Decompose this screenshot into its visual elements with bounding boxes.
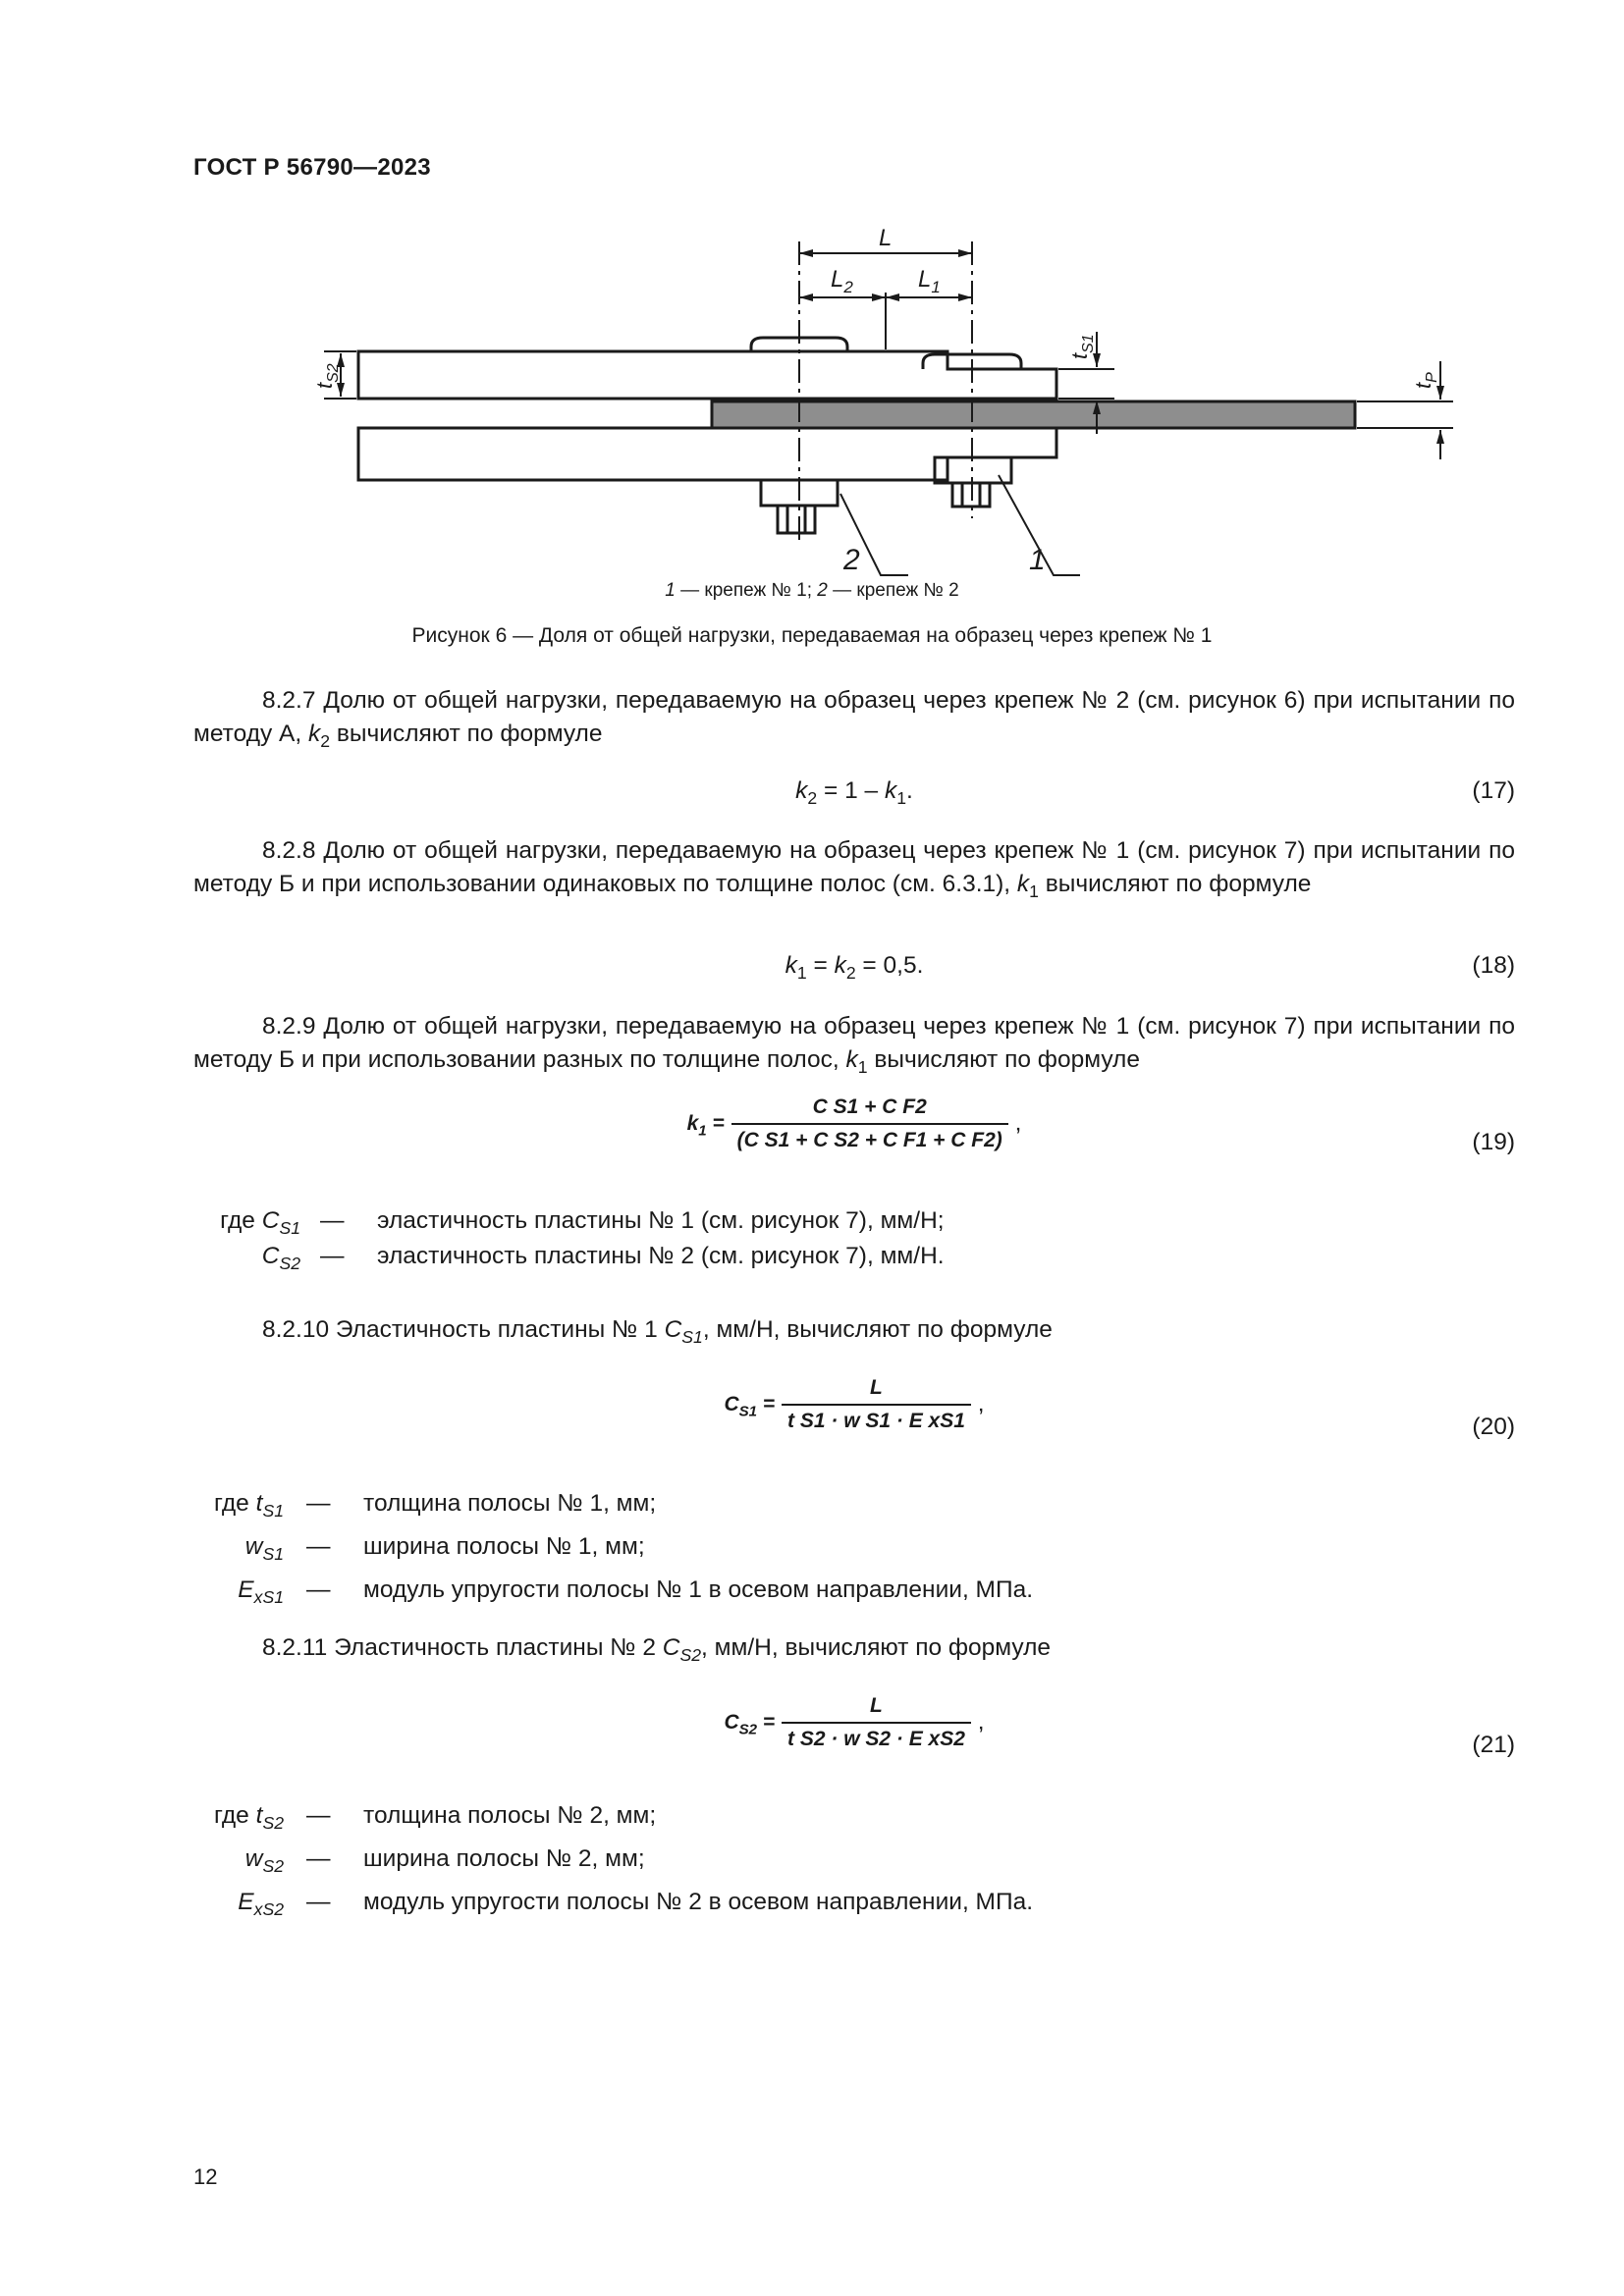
paragraph-8-2-8: 8.2.8 Долю от общей нагрузки, передаваемую на образец через крепеж № 1 (см. рисунок 7) при испытании по методу Б и при использовании одинаковых по толщине полос (см. 6.3.1), $k_1$ вычисляют по формуле xyxy=(193,837,1515,902)
label-L2: L xyxy=(831,266,844,293)
paragraph-8-2-11: 8.2.11 Эластичность пластины № 2 $C_{S2}$, мм/Н, вычисляют по формуле xyxy=(262,1634,1052,1666)
bolt-end-2 xyxy=(778,506,815,533)
equation-number-18: (18) xyxy=(1472,952,1515,979)
legend-number-2: 2 xyxy=(817,580,828,601)
label-L2-sub: 2 xyxy=(843,278,853,296)
legend-text-1: — крепеж № 1; xyxy=(675,580,818,601)
figure-6-joint-diagram xyxy=(250,224,1440,616)
label-L1: L xyxy=(918,266,932,293)
lower-plate xyxy=(358,428,1056,480)
svg-text:L1 xyxy=(918,266,941,296)
fraction-21: $\frac{L}{\text{t S2 · w S2 · E xS2}}$ xyxy=(782,1694,971,1751)
label-tP: t xyxy=(1411,382,1435,389)
svg-text:L2 xyxy=(831,266,853,296)
equation-21: $C_{S2}$ = $\frac{L}{\text{t S2 · w S2 · E xS2}}$ , (21) xyxy=(724,1694,1515,1758)
callout-2: 2 xyxy=(843,544,860,576)
equation-20: $C_{S1}$ = $\frac{L}{\text{t S1 · w S1 · E xS1}}$ , (20) xyxy=(724,1376,1515,1440)
page-number: 12 xyxy=(193,2164,218,2189)
label-L1-sub: 1 xyxy=(931,278,941,296)
label-tP-sub: P xyxy=(1424,372,1440,383)
fraction-20: $\frac{L}{\text{t S1 · w S1 · E xS1}}$ xyxy=(782,1376,971,1433)
label-L: L xyxy=(879,225,893,251)
equation-number-19: (19) xyxy=(1472,1129,1515,1155)
where-block-20: где $t_{S1}$ — толщина полосы № 1, мм; $w_{S1}$ — ширина полосы № 1, мм; $E_{xS1}$ — модуль упругости полосы № 1 в осевом направлении, МПа. xyxy=(214,1490,1034,1608)
equation-number-20: (20) xyxy=(1472,1414,1515,1440)
paragraph-8-2-10: 8.2.10 Эластичность пластины № 1 $C_{S1}$, мм/Н, вычисляют по формуле xyxy=(262,1316,1053,1348)
label-tS2: t xyxy=(312,382,337,389)
svg-text:tS1 xyxy=(1067,334,1097,359)
paragraph-8-2-7: 8.2.7 Долю от общей нагрузки, передаваемую на образец через крепеж № 2 (см. рисунок 6) при испытании по методу А, $k_2$ вычисляют по формуле xyxy=(193,687,1515,752)
legend-number-1: 1 xyxy=(665,580,676,601)
upper-plate xyxy=(358,351,1056,399)
equation-19: $k_1$ = $\frac{\text{C S1 + C F2}}{\text{(C S1 + C S2 + C F1 + C F2)}}$ , (19) xyxy=(686,1095,1515,1155)
equation-number-21: (21) xyxy=(1472,1732,1515,1758)
where-block-21: где $t_{S2}$ — толщина полосы № 2, мм; $w_{S2}$ — ширина полосы № 2, мм; $E_{xS2}$ — модуль упругости полосы № 2 в осевом направлении, МПа. xyxy=(214,1802,1034,1920)
figure-legend xyxy=(0,580,1624,602)
figure-caption: Рисунок 6 — Доля от общей нагрузки, передаваемая на образец через крепеж № 1 xyxy=(411,624,1213,647)
label-tS1: t xyxy=(1067,352,1092,359)
svg-text:tS2 xyxy=(312,363,342,389)
equation-number-17: (17) xyxy=(1472,777,1515,804)
specimen-strip xyxy=(712,401,1355,428)
label-tS2-sub: S2 xyxy=(325,363,342,383)
document-header: ГОСТ Р 56790—2023 xyxy=(193,154,431,181)
paragraph-8-2-9: 8.2.9 Долю от общей нагрузки, передаваемую на образец через крепеж № 1 (см. рисунок 7) при испытании по методу Б и при использовании разных по толщине полос, $k_1$ вычисляют по формуле xyxy=(193,1013,1515,1078)
legend-text-2: — крепеж № 2 xyxy=(827,580,959,601)
fraction-19: $\frac{\text{C S1 + C F2}}{\text{(C S1 + C S2 + C F1 + C F2)}}$ xyxy=(731,1095,1008,1152)
label-tS1-sub: S1 xyxy=(1080,334,1097,353)
callout-1: 1 xyxy=(1029,544,1046,576)
svg-text:tP xyxy=(1411,372,1440,389)
where-block-19: где $C_{S1}$ — эластичность пластины № 1 (см. рисунок 7), мм/Н; $C_{S2}$ — эластичность пластины № 2 (см. рисунок 7), мм/Н. xyxy=(220,1207,945,1274)
